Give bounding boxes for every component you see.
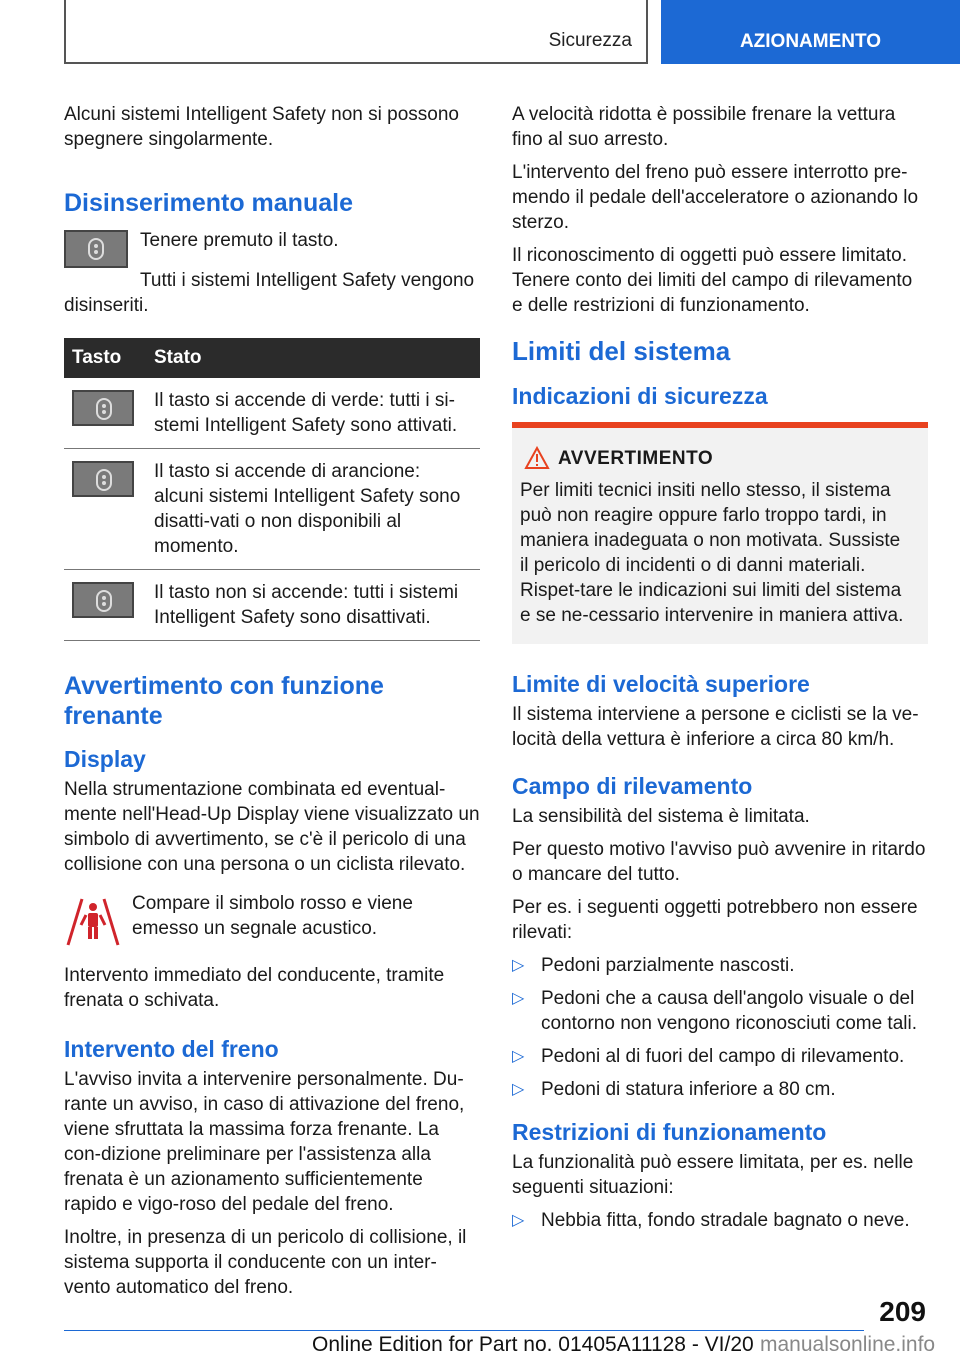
right-column <box>512 102 928 1241</box>
page-number: 209 <box>879 1296 926 1327</box>
table-row <box>64 570 480 641</box>
footer-watermark: manualsonline.info <box>760 1333 936 1356</box>
safety-button-icon <box>64 230 128 268</box>
range-text1: La sensibilità del sistema è limitata. <box>512 806 810 827</box>
range-text3: Per es. i seguenti oggetti potrebbero non essere rilevati: <box>512 897 918 943</box>
table-header-state: Stato <box>146 338 480 378</box>
list-item: ▷ Nebbia fitta, fondo stradale bagnato o neve. <box>512 1210 910 1231</box>
table-row <box>64 378 480 449</box>
button-state-table <box>64 338 480 641</box>
range-heading: Campo di rilevamento <box>512 773 753 799</box>
restrict-text: La funzionalità può essere limitata, per es. nelle seguenti situazioni: <box>512 1152 914 1198</box>
safety-heading: Indicazioni di sicurezza <box>512 383 768 409</box>
table-cell-state: Il tasto si accende di arancione: alcuni sistemi Intelligent Safety sono disatti-vati o non disponibili al momento. <box>146 449 480 570</box>
header-frame <box>64 0 648 64</box>
symbol-row <box>64 891 480 949</box>
range-text2: Per questo motivo l'avviso può avvenire in ritardo o mancare del tutto. <box>512 839 926 885</box>
safety-button-icon <box>72 390 134 426</box>
right-p3: Il riconoscimento di oggetti può essere limitato. Tenere conto dei limiti del campo di rilevamento e delle restrizioni di funzionamento. <box>512 245 913 316</box>
left-column <box>64 102 480 1308</box>
bullet-icon: ▷ <box>512 1048 525 1065</box>
warning-text: Per limiti tecnici insiti nello stesso, il sistema può non reagire oppure farlo troppo tardi, in maniera inadeguata o non motivata. Sussiste il pericolo di incidenti o di danni materiali. Rispet-tare le indicazioni sui limiti del sistema e se ne-cessario intervenire in maniera attiva. <box>520 480 904 626</box>
manual-step1: Tenere premuto il tasto. <box>140 230 339 251</box>
safety-button-icon <box>72 582 134 618</box>
bullet-icon: ▷ <box>512 990 525 1007</box>
pedestrian-warning-icon <box>64 891 122 949</box>
warning-triangle-icon <box>524 446 550 470</box>
table-header-key: Tasto <box>64 338 146 378</box>
manual-heading: Disinserimento manuale <box>64 189 353 217</box>
safety-button-icon <box>72 461 134 497</box>
restrict-heading: Restrizioni di funzionamento <box>512 1119 827 1145</box>
brake-text2: Inoltre, in presenza di un pericolo di collisione, il sistema supporta il conducente con un inter-vento automatico del freno. <box>64 1227 467 1298</box>
list-item: ▷ Pedoni che a causa dell'angolo visuale o del contorno non vengono riconosciuti come tali. <box>512 988 918 1034</box>
symbol-text: Compare il simbolo rosso e viene emesso un segnale acustico. <box>132 893 413 939</box>
warning-function-heading: Avvertimento con funzione frenante <box>64 672 384 730</box>
list-item: ▷ Pedoni di statura inferiore a 80 cm. <box>512 1079 836 1100</box>
speed-text: Il sistema interviene a persone e ciclisti se la ve-locità della vettura è inferiore a circa 80 km/h. <box>512 704 919 750</box>
range-list <box>512 953 928 1102</box>
brake-text1: L'avviso invita a intervenire personalmente. Du-rante un avviso, in caso di attivazione del freno, viene sfruttata la massima forza frenante. La con-dizione preliminare per l'assistenza alla frenata è un azionamento sufficientemente rapido e vigo-roso del pedale del freno. <box>64 1069 465 1215</box>
footer-edition: Online Edition for Part no. 01405A11128 - VI/20 <box>312 1333 754 1356</box>
table-cell-state: Il tasto si accende di verde: tutti i si-stemi Intelligent Safety sono attivati. <box>146 378 480 449</box>
brake-heading: Intervento del freno <box>64 1036 279 1062</box>
restrict-list <box>512 1208 928 1233</box>
list-item: ▷ Pedoni parzialmente nascosti. <box>512 955 795 976</box>
header-chapter: AZIONAMENTO <box>661 0 960 64</box>
table-row <box>64 449 480 570</box>
list-item: ▷ Pedoni al di fuori del campo di rilevamento. <box>512 1046 905 1067</box>
right-p1: A velocità ridotta è possibile frenare la vettura fino al suo arresto. <box>512 104 896 150</box>
warning-box <box>512 428 928 644</box>
speed-heading: Limite di velocità superiore <box>512 671 810 697</box>
bullet-icon: ▷ <box>512 957 525 974</box>
display-text: Nella strumentazione combinata ed eventual-mente nell'Head-Up Display viene visualizzato un simbolo di avvertimento, se c'è il pericolo di una collisione con una persona o un ciclista rilevato. <box>64 779 480 875</box>
limits-heading: Limiti del sistema <box>512 336 731 366</box>
intro-text: Alcuni sistemi Intelligent Safety non si possono spegnere singolarmente. <box>64 104 459 150</box>
driver-text: Intervento immediato del conducente, tramite frenata o schivata. <box>64 965 445 1011</box>
manual-step2: Tutti i sistemi Intelligent Safety vengono disinseriti. <box>64 270 475 316</box>
manual-row <box>64 228 480 268</box>
header-section: Sicurezza <box>548 30 632 51</box>
display-heading: Display <box>64 746 146 772</box>
table-cell-state: Il tasto non si accende: tutti i sistemi Intelligent Safety sono disattivati. <box>146 570 480 641</box>
bullet-icon: ▷ <box>512 1212 525 1229</box>
footer-divider <box>64 1330 864 1331</box>
right-p2: L'intervento del freno può essere interrotto pre-mendo il pedale dell'acceleratore o azionando lo sterzo. <box>512 162 919 233</box>
warning-title: AVVERTIMENTO <box>558 448 714 469</box>
bullet-icon: ▷ <box>512 1081 525 1098</box>
